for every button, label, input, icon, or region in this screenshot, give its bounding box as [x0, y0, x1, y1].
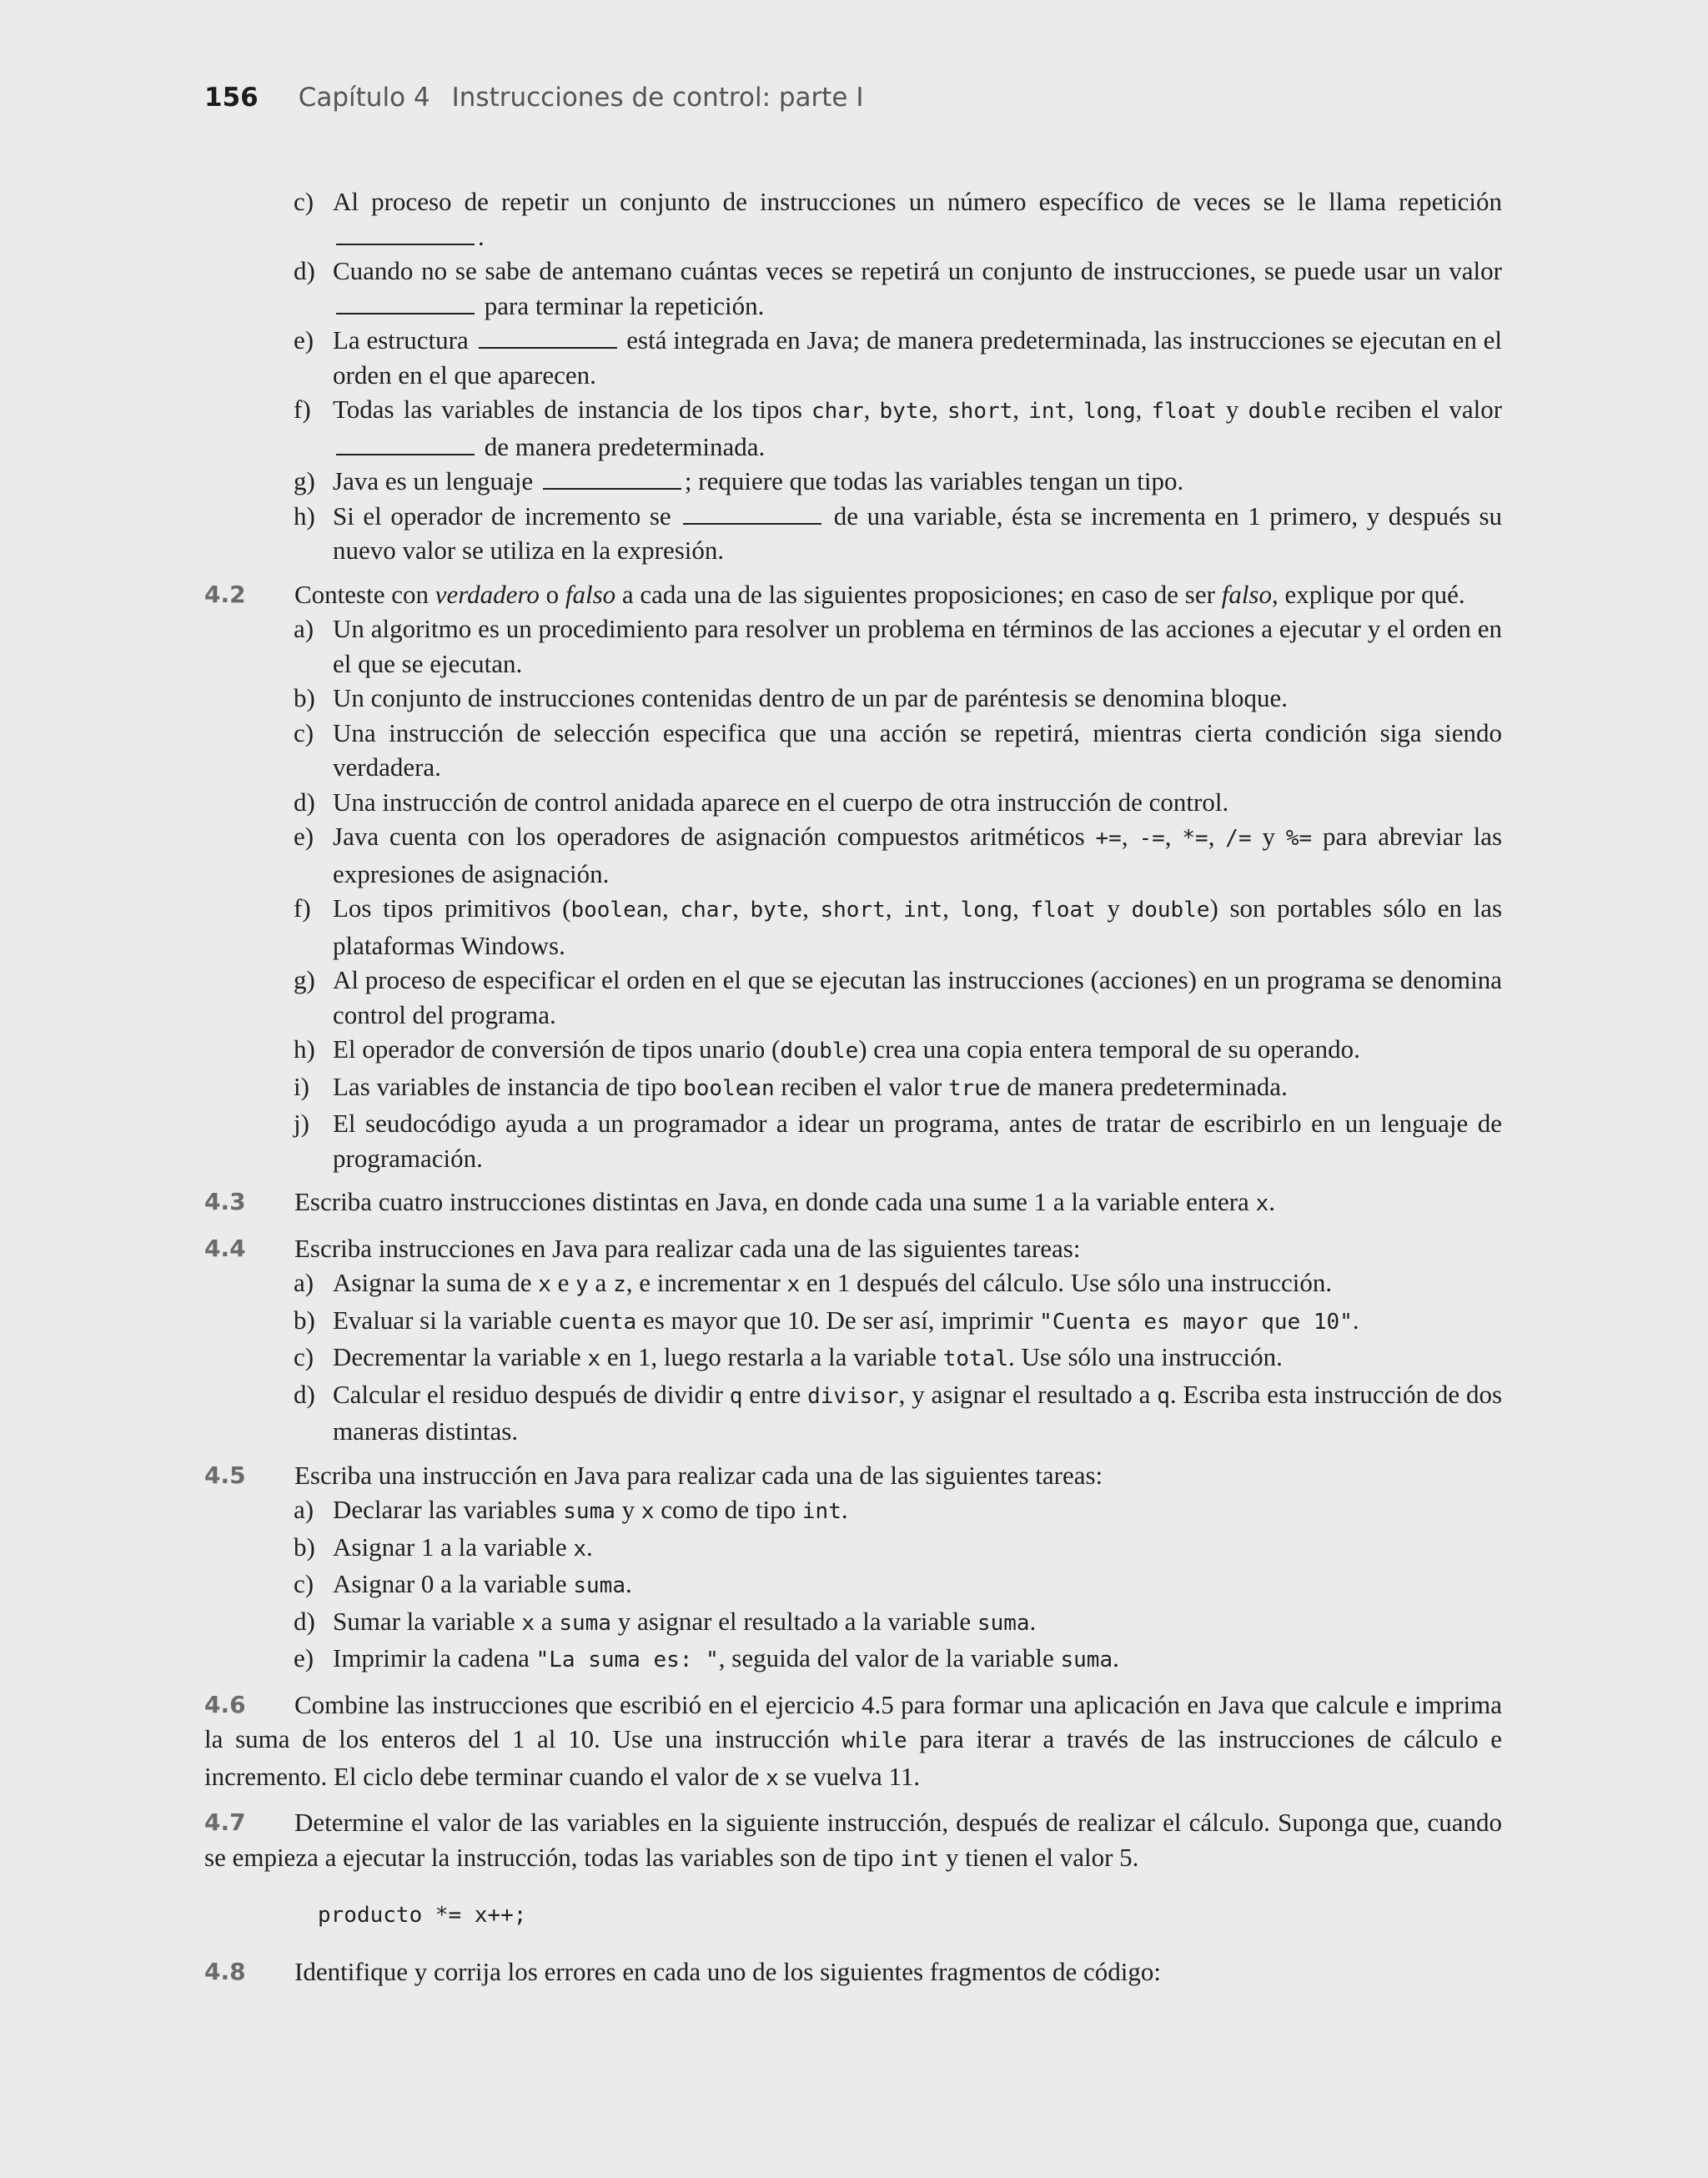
list-item: f) Los tipos primitivos (boolean, char, byte, short, int, long, float y double) son portables sólo en las plataformas Windows. — [294, 893, 1503, 960]
answer-blank — [336, 312, 475, 314]
answer-blank — [336, 243, 475, 245]
page-number: 156 — [204, 83, 259, 113]
exercise-4-4: 4.4 Escriba instrucciones en Java para realizar cada una de las siguientes tareas: a) Asignar la suma de x e y a z, e incrementar x en 1 después del cálculo. Use sólo una instrucción. b) Evaluar si la variable cuenta es mayor que 10. De ser así, imprimir "Cuenta es mayor que 10". c) Decrementar la variable x en 1, luego restarla a la variable total. Use sólo una instrucción. d) Calcular el residuo después de dividir q entre divisor, y asignar el resultado a q. Escriba esta instrucción de dos maneras distintas. — [204, 1231, 1502, 1449]
list-item: j) El seudocódigo ayuda a un programador a idear un programa, antes de tratar de escribirlo en un lenguaje de programación. — [294, 1109, 1502, 1173]
list-item: e) Imprimir la cadena "La suma es: ", seguida del valor de la variable suma. — [294, 1643, 1119, 1672]
list-item: a) Un algoritmo es un procedimiento para resolver un problema en términos de las acciones a ejecutar y el orden en el que se ejecutan. — [294, 614, 1502, 678]
list-item: e) Java cuenta con los operadores de asignación compuestos aritméticos +=, -=, *=, /= y %= para abreviar las expresiones de asignación. — [294, 822, 1503, 888]
exercise-4-4-items — [294, 1265, 1502, 1449]
answer-blank — [336, 453, 475, 455]
list-item: b) Asignar 1 a la variable x. — [294, 1532, 593, 1562]
exercise-number: 4.5 — [204, 1461, 246, 1489]
list-item: c) Asignar 0 a la variable suma. — [294, 1569, 632, 1598]
chapter-label: Capítulo 4 — [298, 83, 430, 113]
list-item: d) Una instrucción de control anidada aparece en el cuerpo de otra instrucción de control. — [294, 787, 1229, 817]
exercise-number: 4.3 — [204, 1188, 246, 1215]
code-snippet: producto *= x++; — [318, 1903, 527, 1928]
answer-blank — [479, 346, 617, 349]
exercise-number: 4.4 — [204, 1234, 246, 1262]
exercise-4-1-items — [294, 184, 1502, 568]
answer-blank — [543, 487, 681, 490]
list-item: c) Al proceso de repetir un conjunto de instrucciones un número específico de veces se le llama repetición . — [294, 187, 1502, 251]
list-item: c) Decrementar la variable x en 1, luego restarla a la variable total. Use sólo una instrucción. — [294, 1342, 1283, 1371]
list-item: g) Java es un lenguaje ; requiere que todas las variables tengan un tipo. — [294, 466, 1184, 495]
list-item: b) Evaluar si la variable cuenta es mayor que 10. De ser así, imprimir "Cuenta es mayor que 10". — [294, 1305, 1359, 1335]
exercise-number: 4.2 — [204, 580, 246, 608]
list-item: c) Una instrucción de selección especifica que una acción se repetirá, mientras cierta condición siga siendo verdadera. — [294, 717, 1502, 782]
exercise-number: 4.6 — [204, 1690, 246, 1718]
list-item: h) Si el operador de incremento se de una variable, ésta se incrementa en 1 primero, y después su nuevo valor se utiliza en la expresión. — [294, 500, 1503, 565]
list-item: h) El operador de conversión de tipos unario (double) crea una copia entera temporal de su operando. — [294, 1034, 1360, 1064]
exercise-content — [204, 184, 1502, 1989]
list-item: a) Asignar la suma de x e y a z, e incrementar x en 1 después del cálculo. Use sólo una instrucción. — [294, 1268, 1333, 1297]
chapter-title: Instrucciones de control: parte I — [451, 83, 864, 113]
list-item: d) Calcular el residuo después de dividir q entre divisor, y asignar el resultado a q. Escriba esta instrucción de dos maneras distintas. — [294, 1379, 1503, 1446]
list-item: a) Declarar las variables suma y x como de tipo int. — [294, 1495, 848, 1524]
exercise-number: 4.7 — [204, 1808, 246, 1836]
exercise-4-2-items — [294, 611, 1502, 1175]
exercise-4-5: 4.5 Escriba una instrucción en Java para realizar cada una de las siguientes tareas: a) Declarar las variables suma y x como de tipo int. b) Asignar 1 a la variable x. c) Asignar 0 a la variable suma. d) Sumar la variable x a suma y asignar el resultado a la variable suma. e) Imprimir la cadena "La suma es: ", seguida del valor de la variable suma. — [204, 1458, 1502, 1678]
running-head — [204, 77, 864, 118]
list-item: d) Sumar la variable x a suma y asignar el resultado a la variable suma. — [294, 1606, 1037, 1636]
exercise-number: 4.8 — [204, 1958, 246, 1985]
exercise-4-3: 4.3 Escriba cuatro instrucciones distintas en Java, en donde cada una sume 1 a la variable entera x. — [204, 1185, 1502, 1222]
list-item: i) Las variables de instancia de tipo boolean reciben el valor true de manera predeterminada. — [294, 1071, 1288, 1101]
list-item: f) Todas las variables de instancia de los tipos char, byte, short, int, long, float y double reciben el valor de manera predeterminada. — [294, 395, 1503, 461]
exercise-4-5-items — [294, 1492, 1502, 1678]
exercise-4-8: 4.8 Identifique y corrija los errores en cada uno de los siguientes fragmentos de código: — [204, 1954, 1502, 1989]
exercise-4-6: 4.6 Combine las instrucciones que escribió en el ejercicio 4.5 para formar una aplicación en Java que calcule e imprima la suma de los enteros del 1 al 10. Use una instrucción while para iterar a través de las instrucciones de cálculo e incremento. El ciclo debe terminar cuando el valor de x se vuelva 11. — [204, 1688, 1502, 1797]
list-item: g) Al proceso de especificar el orden en el que se ejecutan las instrucciones (acciones) en un programa se denomina control del programa. — [294, 965, 1502, 1029]
list-item: b) Un conjunto de instrucciones contenidas dentro de un par de paréntesis se denomina bloque. — [294, 683, 1288, 712]
answer-blank — [683, 522, 821, 525]
exercise-4-7: 4.7 Determine el valor de las variables en la siguiente instrucción, después de realizar el cálculo. Suponga que, cuando se empieza a ejecutar la instrucción, todas las variables son de tipo int y tienen el valor 5. producto *= x++; — [204, 1805, 1502, 1933]
exercise-4-2: 4.2 Conteste con verdadero o falso a cada una de las siguientes proposiciones; en caso de ser falso, explique por qué. a) Un algoritmo es un procedimiento para resolver un problema en términos de las acciones a ejecutar y el orden en el que se ejecutan. b) Un conjunto de instrucciones contenidas dentro de un par de paréntesis se denomina bloque. c) Una instrucción de selección especifica que una acción se repetirá, mientras cierta condición siga siendo verdadera. d) Una instrucción de control anidada aparece en el cuerpo de otra instrucción de control. e) Java cuenta con los operadores de asignación compuestos aritméticos +=, -=, *=, /= y %= para abreviar las expresiones de asignación. f) Los tipos primitivos (boolean, char, byte, short, int, long, float y double) son portables sólo en las plataformas Windows. g) Al proceso de especificar el orden en el que se ejecutan las instrucciones (acciones) en un programa se denomina control del programa. h) El operador de conversión de tipos unario (double) crea una copia entera temporal de su operando. i) Las variables de instancia de tipo boolean reciben el valor true de manera predeterminada. j) El seudocódigo ayuda a un programador a idear un programa, antes de tratar de escribirlo en un lenguaje de programación. — [204, 577, 1502, 1176]
list-item: d) Cuando no se sabe de antemano cuántas veces se repetirá un conjunto de instrucciones, se puede usar un valor para terminar la repetición. — [294, 256, 1502, 320]
list-item: e) La estructura está integrada en Java; de manera predeterminada, las instrucciones se ejecutan en el orden en el que aparecen. — [294, 325, 1502, 390]
